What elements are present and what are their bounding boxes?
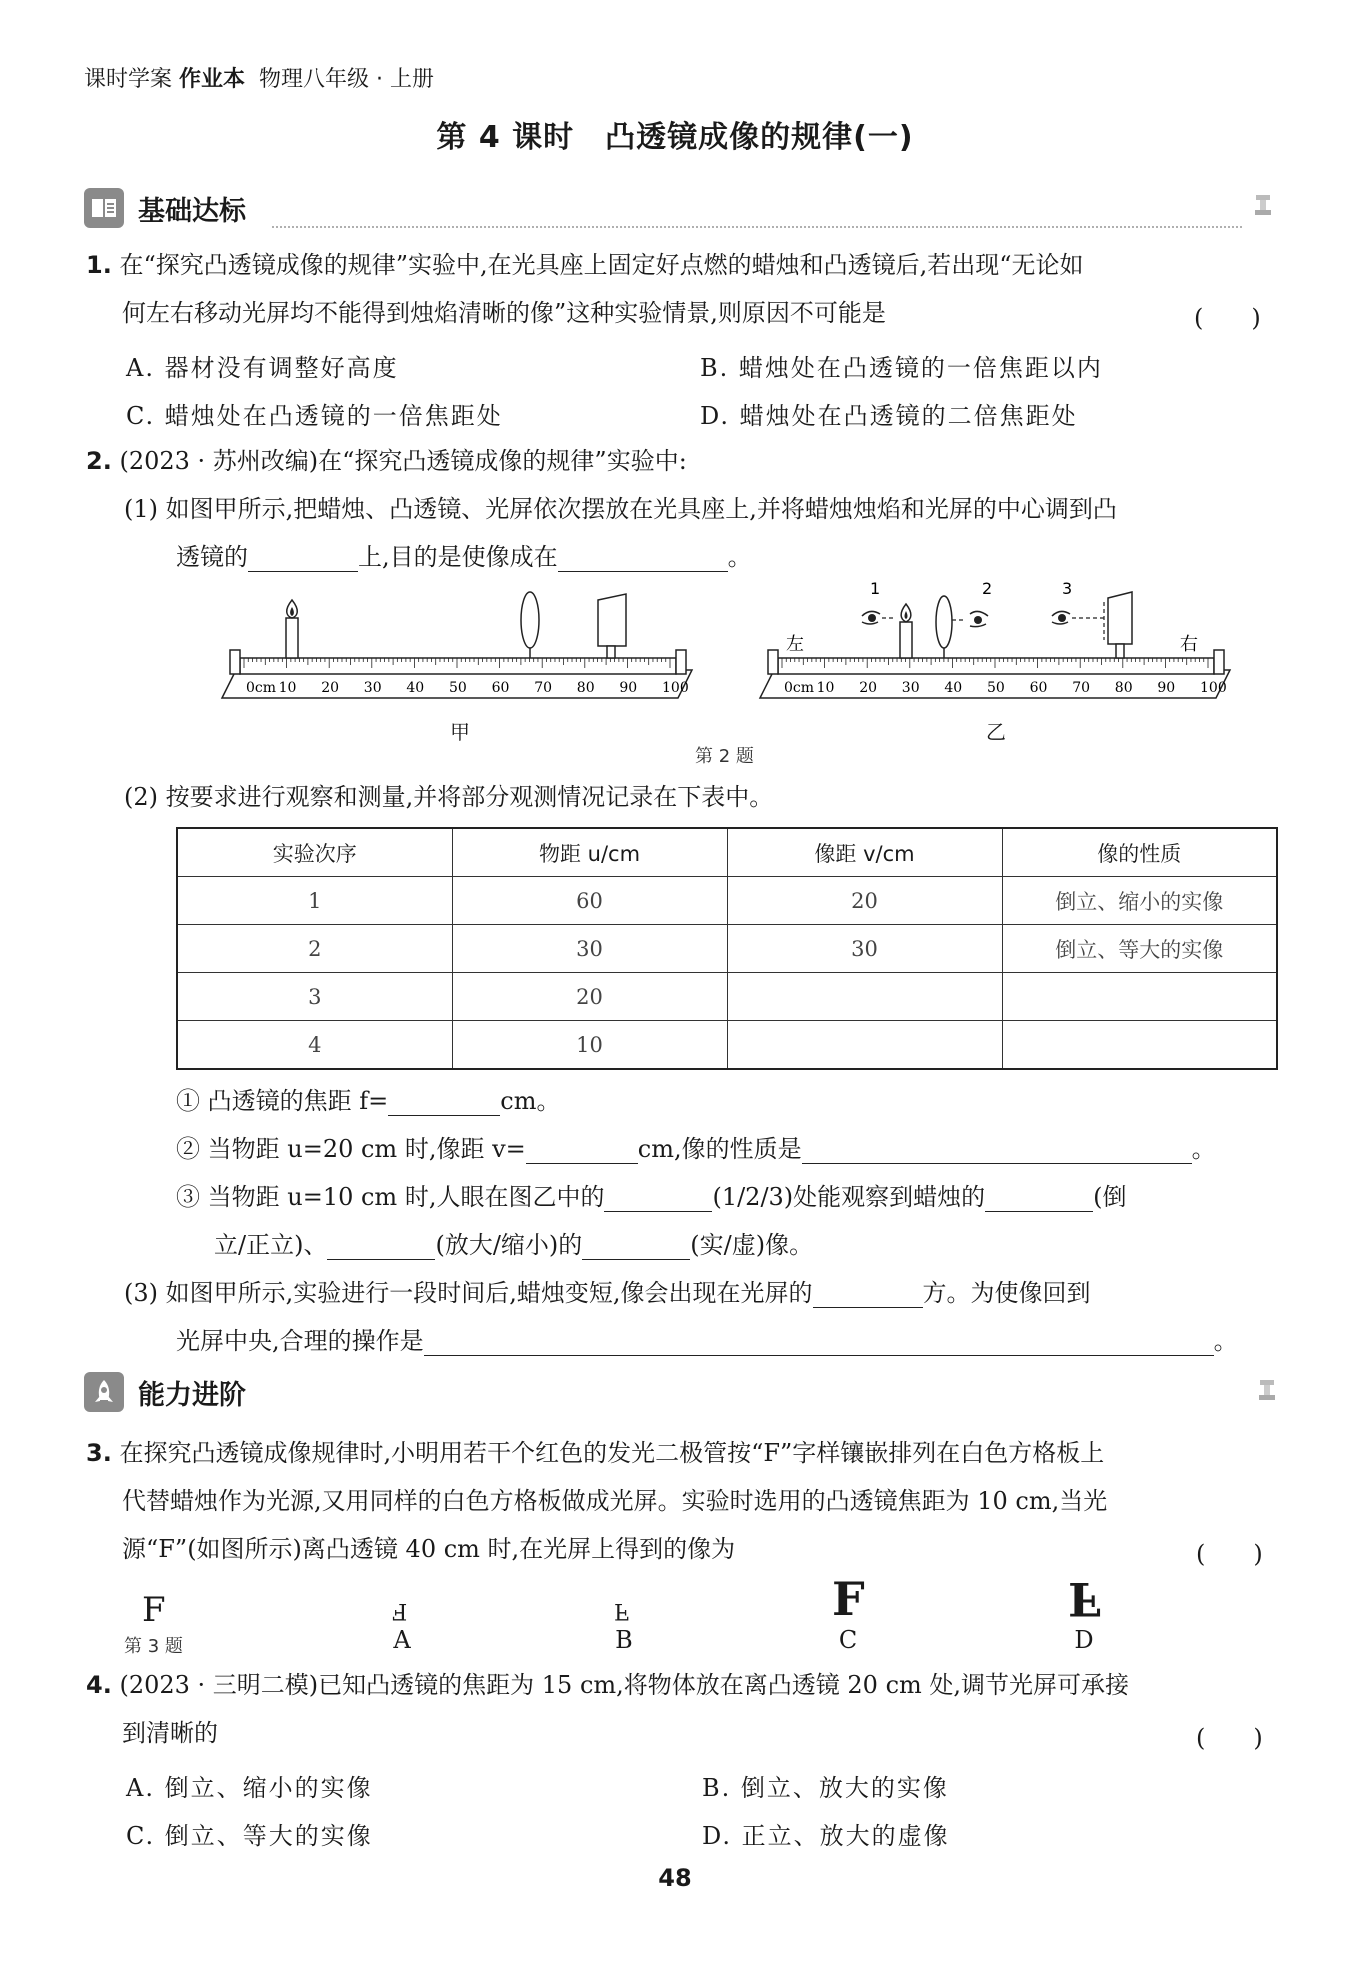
question-text: 在“探究凸透镜成像的规律”实验中,在光具座上固定好点燃的蜡烛和凸透镜后,若出现“无论如 — [119, 251, 1084, 279]
option-d[interactable]: D. 正立、放大的虚像 — [702, 1822, 950, 1850]
page-number: 48 — [658, 1864, 692, 1892]
table-cell-empty[interactable] — [727, 973, 1002, 1021]
text: ③ 当物距 u=10 cm 时,人眼在图乙中的 — [176, 1183, 605, 1211]
text: 上,目的是使像成在 — [358, 543, 558, 571]
q2-sub1 — [176, 1086, 560, 1116]
choice-label-d: D — [1074, 1626, 1094, 1654]
convex-lens — [936, 596, 952, 658]
text: (倒 — [1093, 1183, 1127, 1211]
q2-sub2 — [176, 1134, 1216, 1164]
book-name: 作业本 — [179, 67, 246, 92]
text: 光屏中央,合理的操作是 — [176, 1327, 424, 1355]
q2-part1-line2 — [176, 542, 752, 572]
question-number: 3. — [86, 1439, 112, 1467]
question-4-line-2: 到清晰的 — [122, 1719, 218, 1747]
pin-icon — [1256, 1378, 1278, 1402]
answer-blank[interactable] — [813, 1283, 923, 1308]
ruler-tick-label: 70 — [1072, 680, 1091, 696]
q2-part3-line1 — [124, 1278, 1091, 1308]
answer-blank[interactable] — [424, 1331, 1214, 1356]
table-cell-empty[interactable] — [727, 1021, 1002, 1070]
question-text: (2023 · 苏州改编)在“探究凸透镜成像的规律”实验中: — [119, 447, 687, 475]
pin-icon — [1252, 193, 1274, 217]
table-cell: 20 — [727, 877, 1002, 925]
text: 。 — [1213, 1327, 1238, 1355]
table-row — [177, 1021, 1277, 1070]
answer-blank[interactable] — [802, 1139, 1192, 1164]
option-a[interactable]: A. 器材没有调整好高度 — [126, 354, 399, 382]
label-right: 右 — [1180, 634, 1198, 655]
text: ② 当物距 u=20 cm 时,像距 v= — [176, 1135, 526, 1163]
source-letter-f: F — [142, 1590, 166, 1630]
question-3-line-1 — [86, 1438, 1104, 1468]
bench-end-left — [768, 650, 778, 674]
answer-blank[interactable] — [388, 1091, 500, 1116]
table-cell: 60 — [452, 877, 727, 925]
text: (1/2/3)处能观察到蜡烛的 — [712, 1183, 986, 1211]
ruler-tick-label: 90 — [1157, 680, 1176, 696]
section-title-basic: 基础达标 — [138, 195, 246, 227]
answer-blank[interactable] — [526, 1139, 638, 1164]
optical-bench-figure-yi — [752, 580, 1242, 710]
text: (3) 如图甲所示,实验进行一段时间后,蜡烛变短,像会出现在光屏的 — [124, 1279, 813, 1307]
column-header: 像距 v/cm — [727, 828, 1002, 877]
observation-table — [176, 827, 1278, 1070]
q2-sub3-line2 — [214, 1230, 813, 1260]
q2-part1-line1: (1) 如图甲所示,把蜡烛、凸透镜、光屏依次摆放在光具座上,并将蜡烛烛焰和光屏的中心调到凸 — [124, 495, 1117, 523]
table-cell: 10 — [452, 1021, 727, 1070]
ruler-tick-label: 80 — [576, 680, 595, 696]
question-number: 4. — [86, 1671, 112, 1699]
text: 。 — [1191, 1135, 1216, 1163]
ruler-tick-label: 30 — [363, 680, 382, 696]
image-choice-b[interactable]: F — [614, 1598, 630, 1623]
question-4-line-1 — [86, 1670, 1129, 1700]
ruler-tick-label: 80 — [1114, 680, 1133, 696]
ruler-tick-label: 50 — [987, 680, 1005, 696]
page-title: 第 4 课时 凸透镜成像的规律(一) — [436, 120, 914, 155]
column-header: 像的性质 — [1002, 828, 1277, 877]
table-cell: 倒立、等大的实像 — [1002, 925, 1277, 973]
choice-label-a: A — [393, 1626, 411, 1654]
candle — [286, 600, 298, 658]
eye-position-3: 3 — [1062, 580, 1073, 598]
figure-caption-q2: 第 2 题 — [695, 746, 754, 767]
eye-position-2: 2 — [982, 580, 993, 598]
convex-lens — [521, 592, 539, 658]
bench-end-right — [676, 650, 686, 674]
column-header: 实验次序 — [177, 828, 452, 877]
text: (放大/缩小)的 — [435, 1231, 583, 1259]
table-cell: 倒立、缩小的实像 — [1002, 877, 1277, 925]
question-number: 2. — [86, 447, 112, 475]
answer-blank[interactable] — [604, 1187, 712, 1212]
table-cell-empty[interactable] — [1002, 1021, 1277, 1070]
section-basic — [84, 186, 246, 230]
table-cell-empty[interactable] — [1002, 973, 1277, 1021]
answer-blank[interactable] — [327, 1235, 435, 1260]
question-1-line-2: 何左右移动光屏均不能得到烛焰清晰的像”这种实验情景,则原因不可能是 — [122, 299, 886, 327]
ruler-tick-label: 60 — [1029, 680, 1048, 696]
section-title-advanced: 能力进阶 — [138, 1379, 246, 1411]
ruler-tick-label: 60 — [491, 680, 510, 696]
table-cell: 3 — [177, 973, 452, 1021]
answer-blank[interactable] — [985, 1187, 1093, 1212]
option-a[interactable]: A. 倒立、缩小的实像 — [126, 1774, 373, 1802]
answer-bracket[interactable]: ( ) — [1194, 304, 1261, 332]
ruler-labels — [246, 680, 689, 696]
answer-blank[interactable] — [582, 1235, 690, 1260]
eye-icon — [1052, 580, 1104, 640]
option-b[interactable]: B. 倒立、放大的实像 — [702, 1774, 949, 1802]
light-screen — [1108, 592, 1132, 658]
answer-blank[interactable] — [558, 547, 728, 572]
figure-label-yi: 乙 — [986, 720, 1006, 744]
question-3-line-2: 代替蜡烛作为光源,又用同样的白色方格板做成光屏。实验时选用的凸透镜焦距为 10 cm,当光 — [122, 1487, 1108, 1515]
table-cell: 30 — [727, 925, 1002, 973]
text: (实/虚)像。 — [690, 1231, 814, 1259]
q2-sub3-line1 — [176, 1182, 1127, 1212]
text: ① 凸透镜的焦距 f= — [176, 1087, 389, 1115]
text: 方。为使像回到 — [922, 1279, 1091, 1307]
ruler-tick-label: 70 — [534, 680, 553, 696]
series-name: 课时学案 — [84, 67, 173, 92]
ruler-tick-label: 100 — [1200, 680, 1227, 696]
ruler-tick-label: 100 — [662, 680, 689, 696]
table-row — [177, 877, 1277, 925]
question-text: (2023 · 三明二模)已知凸透镜的焦距为 15 cm,将物体放在离凸透镜 20 cm 处,调节光屏可承接 — [119, 1671, 1130, 1699]
table-row — [177, 925, 1277, 973]
image-choice-d[interactable]: F — [1068, 1572, 1101, 1626]
figure-caption-q3: 第 3 题 — [124, 1636, 183, 1657]
ruler-tick-label: 40 — [944, 680, 963, 696]
eye-position-1: 1 — [870, 580, 881, 598]
ruler-tick-label: 10 — [816, 680, 835, 696]
bench-end-right — [1214, 650, 1224, 674]
label-left: 左 — [786, 634, 804, 655]
option-d[interactable]: D. 蜡烛处在凸透镜的二倍焦距处 — [700, 402, 1078, 430]
q2-part2-intro: (2) 按要求进行观察和测量,并将部分观测情况记录在下表中。 — [124, 783, 774, 811]
book-icon — [84, 188, 124, 228]
ruler-tick-label: 10 — [278, 680, 297, 696]
option-c[interactable]: C. 倒立、等大的实像 — [126, 1822, 373, 1850]
figure-label-jia: 甲 — [450, 720, 470, 744]
subject-name: 物理八年级 · 上册 — [259, 67, 435, 92]
table-cell: 2 — [177, 925, 452, 973]
text: 立/正立)、 — [214, 1231, 328, 1259]
text: cm。 — [500, 1087, 561, 1115]
question-text: 在探究凸透镜成像规律时,小明用若干个红色的发光二极管按“F”字样镶嵌排列在白色方格板上 — [119, 1439, 1105, 1467]
ruler-tick-label: 20 — [859, 680, 878, 696]
book-header — [84, 62, 434, 93]
eye-icon — [952, 580, 992, 627]
column-header: 物距 u/cm — [452, 828, 727, 877]
choice-label-b: B — [615, 1626, 633, 1654]
question-2-intro — [86, 446, 687, 476]
answer-blank[interactable] — [248, 547, 358, 572]
ruler-tick-label: 0cm — [784, 680, 815, 696]
text: 。 — [727, 543, 752, 571]
text: cm,像的性质是 — [637, 1135, 802, 1163]
table-cell: 20 — [452, 973, 727, 1021]
ruler-tick-label: 40 — [406, 680, 425, 696]
question-3-line-3: 源“F”(如图所示)离凸透镜 40 cm 时,在光屏上得到的像为 — [122, 1535, 736, 1563]
ruler-tick-label: 30 — [901, 680, 920, 696]
optical-bench-figure-jia — [214, 580, 704, 710]
choice-label-c: C — [838, 1626, 858, 1654]
ruler-tick-label: 50 — [449, 680, 467, 696]
option-c[interactable]: C. 蜡烛处在凸透镜的一倍焦距处 — [126, 402, 503, 430]
table-row — [177, 973, 1277, 1021]
image-choice-a[interactable]: F — [392, 1598, 408, 1623]
table-cell: 1 — [177, 877, 452, 925]
table-cell: 30 — [452, 925, 727, 973]
answer-bracket[interactable]: ( ) — [1196, 1724, 1263, 1752]
ruler-tick-label: 0cm — [246, 680, 277, 696]
section-divider — [272, 226, 1242, 228]
q2-part3-line2 — [176, 1326, 1238, 1356]
question-number: 1. — [86, 251, 112, 279]
ruler-labels — [784, 680, 1227, 696]
ruler-tick-label: 90 — [619, 680, 638, 696]
light-screen — [598, 594, 626, 658]
option-b[interactable]: B. 蜡烛处在凸透镜的一倍焦距以内 — [700, 354, 1103, 382]
answer-bracket[interactable]: ( ) — [1196, 1540, 1263, 1568]
bench-end-left — [230, 650, 240, 674]
candle — [900, 604, 912, 658]
section-advanced — [84, 1370, 246, 1414]
rocket-icon — [84, 1372, 124, 1412]
eye-icon — [862, 580, 894, 624]
table-cell: 4 — [177, 1021, 452, 1070]
text: 透镜的 — [176, 543, 248, 571]
ruler-tick-label: 20 — [321, 680, 340, 696]
question-1-line-1 — [86, 250, 1084, 280]
table-header-row — [177, 828, 1277, 877]
image-choice-c[interactable]: F — [832, 1572, 865, 1626]
